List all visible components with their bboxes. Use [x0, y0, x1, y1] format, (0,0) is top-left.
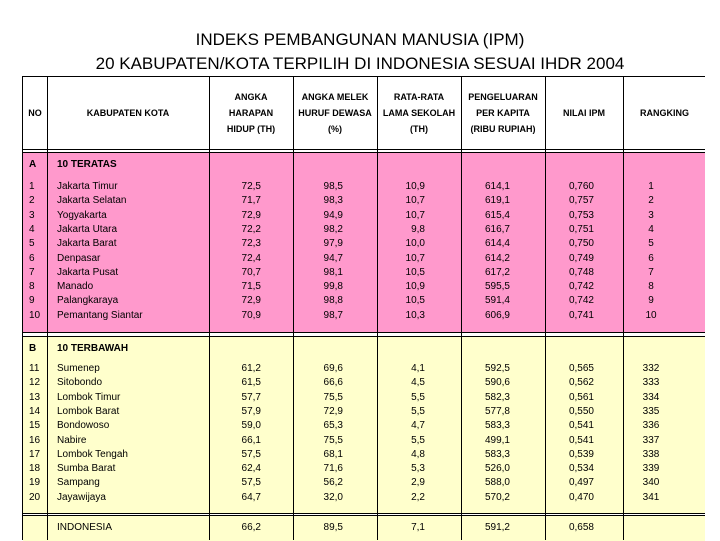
header-nilai-ipm-text: NILAI IPM [563, 108, 605, 118]
cell-ahh: 57,7 [241, 391, 261, 403]
table-row [23, 476, 705, 490]
table-row [23, 448, 705, 462]
cell-pk: 499,1 [484, 434, 510, 446]
cell-kab: Lombok Barat [57, 405, 120, 417]
cell-ahh: 57,5 [241, 448, 261, 460]
cell-ipm: 0,753 [568, 209, 594, 221]
cell-rk: 1 [648, 181, 654, 192]
cell-rls: 4,7 [411, 420, 425, 432]
cell-no: 13 [29, 391, 41, 403]
cell-kab: Nabire [57, 434, 87, 446]
cell-no: 6 [29, 252, 35, 264]
cell-rk: 337 [642, 434, 660, 446]
header-line: (%) [328, 124, 342, 134]
cell-rls: 10,5 [405, 266, 425, 278]
cell-rls: 4,1 [411, 363, 425, 374]
cell-ipm: 0,541 [568, 420, 594, 432]
header-line: PENGELUARAN [468, 92, 538, 102]
table-row [23, 209, 705, 223]
column-divider [293, 77, 294, 540]
cell-no: 5 [29, 238, 35, 250]
header-line: HIDUP (TH) [226, 124, 276, 134]
table-row [23, 309, 705, 323]
cell-kab: Sampang [57, 477, 100, 489]
cell-rk: 7 [648, 266, 654, 278]
cell-no: 1 [29, 181, 35, 192]
cell-no: 12 [29, 377, 41, 389]
section-b-label: 10 TERBAWAH [57, 343, 129, 354]
cell-amh: 66,6 [323, 377, 343, 389]
header-line: (RIBU RUPIAH) [470, 124, 536, 134]
cell-rk: 6 [648, 252, 654, 264]
table-row [23, 391, 705, 405]
cell-amh: 98,2 [323, 223, 343, 235]
header-angka-harapan-hidup [209, 77, 293, 149]
cell-amh: 98,1 [323, 266, 343, 278]
cell-ahh: 57,9 [241, 405, 261, 417]
cell-ahh: 66,1 [241, 434, 261, 446]
cell-ipm: 0,541 [568, 434, 594, 446]
cell-rls: 10,9 [405, 181, 425, 192]
cell-rk: 341 [642, 491, 660, 503]
cell-kab: Palangkaraya [57, 295, 119, 307]
table-row [23, 223, 705, 237]
cell-ahh: 61,5 [241, 377, 261, 389]
cell-rk: 338 [642, 448, 660, 460]
cell-kab: Jayawijaya [57, 491, 106, 503]
cell-ipm: 0,497 [568, 477, 594, 489]
table-header [23, 77, 705, 150]
cell-amh: 98,3 [323, 195, 343, 207]
cell-pk: 582,3 [484, 391, 510, 403]
cell-ahh: 57,5 [241, 477, 261, 489]
cell-amh: 75,5 [323, 391, 343, 403]
cell-rls: 5,3 [411, 463, 425, 475]
total-rls: 7,1 [411, 522, 425, 533]
cell-amh: 97,9 [323, 238, 343, 250]
cell-no: 4 [29, 223, 35, 235]
cell-rls: 10,3 [405, 309, 425, 321]
table-row [23, 194, 705, 208]
cell-rk: 8 [648, 281, 654, 293]
cell-amh: 68,1 [323, 448, 343, 460]
cell-rls: 4,5 [411, 377, 425, 389]
row-divider [23, 515, 705, 516]
header-line: ANGKA [234, 92, 268, 102]
cell-kab: Manado [57, 281, 94, 293]
header-rangking [623, 77, 706, 149]
cell-ipm: 0,550 [568, 405, 594, 417]
cell-no: 17 [29, 448, 41, 460]
cell-ipm: 0,751 [568, 223, 594, 235]
cell-no: 7 [29, 266, 35, 278]
cell-ipm: 0,742 [568, 295, 594, 307]
table-row [23, 252, 705, 266]
cell-amh: 65,3 [323, 420, 343, 432]
cell-ipm: 0,562 [568, 377, 594, 389]
cell-rls: 5,5 [411, 391, 425, 403]
row-divider [23, 336, 705, 337]
cell-kab: Jakarta Timur [57, 181, 118, 192]
cell-rls: 2,9 [411, 477, 425, 489]
cell-pk: 615,4 [484, 209, 510, 221]
cell-pk: 591,4 [484, 295, 510, 307]
cell-ahh: 72,3 [241, 238, 261, 250]
cell-rk: 333 [642, 377, 660, 389]
cell-rk: 3 [648, 209, 654, 221]
cell-rls: 10,5 [405, 295, 425, 307]
cell-no: 3 [29, 209, 35, 221]
cell-ahh: 71,7 [241, 195, 261, 207]
header-line: PER KAPITA [476, 108, 530, 118]
cell-ipm: 0,749 [568, 252, 594, 264]
cell-rk: 340 [642, 477, 660, 489]
cell-pk: 570,2 [484, 491, 510, 503]
cell-ahh: 72,2 [241, 223, 261, 235]
cell-rk: 4 [648, 223, 654, 235]
header-no-text: NO [28, 108, 42, 118]
header-nilai-ipm [545, 77, 623, 149]
cell-ahh: 59,0 [241, 420, 261, 432]
table-row [23, 434, 705, 448]
cell-amh: 32,0 [323, 491, 343, 503]
header-kabupaten [47, 77, 209, 149]
cell-no: 14 [29, 405, 41, 417]
section-a-code: A [29, 159, 37, 170]
cell-kab: Lombok Timur [57, 391, 121, 403]
cell-rk: 336 [642, 420, 660, 432]
table-row [23, 362, 705, 376]
total-label: INDONESIA [57, 522, 113, 533]
cell-ahh: 64,7 [241, 491, 261, 503]
cell-kab: Pemantang Siantar [57, 309, 143, 321]
cell-amh: 94,7 [323, 252, 343, 264]
cell-rk: 332 [642, 363, 660, 374]
cell-pk: 614,4 [484, 238, 510, 250]
cell-pk: 592,5 [484, 363, 510, 374]
cell-ahh: 70,9 [241, 309, 261, 321]
cell-amh: 69,6 [323, 363, 343, 374]
cell-rk: 9 [648, 295, 654, 307]
cell-ahh: 70,7 [241, 266, 261, 278]
cell-rk: 10 [645, 309, 657, 321]
cell-amh: 72,9 [323, 405, 343, 417]
table-row [23, 294, 705, 308]
cell-ipm: 0,757 [568, 195, 594, 207]
cell-no: 2 [29, 195, 35, 207]
cell-kab: Jakarta Utara [57, 223, 118, 235]
cell-kab: Sumenep [57, 363, 100, 374]
table-row [23, 419, 705, 433]
cell-pk: 583,3 [484, 420, 510, 432]
cell-rk: 339 [642, 463, 660, 475]
cell-rls: 10,0 [405, 238, 425, 250]
header-line: RATA-RATA [393, 92, 445, 102]
table-row [23, 491, 705, 505]
cell-pk: 619,1 [484, 195, 510, 207]
cell-kab: Yogyakarta [57, 209, 107, 221]
cell-no: 15 [29, 420, 41, 432]
cell-kab: Bondowoso [57, 420, 110, 432]
column-divider [377, 77, 378, 540]
column-divider [545, 77, 546, 540]
cell-pk: 590,6 [484, 377, 510, 389]
table-row [23, 280, 705, 294]
cell-ipm: 0,760 [568, 181, 594, 192]
ipm-table [22, 76, 705, 540]
cell-rls: 10,7 [405, 195, 425, 207]
cell-amh: 98,7 [323, 309, 343, 321]
cell-rls: 10,7 [405, 209, 425, 221]
cell-ahh: 62,4 [241, 463, 261, 475]
cell-amh: 75,5 [323, 434, 343, 446]
header-line: LAMA SEKOLAH [382, 108, 456, 118]
column-divider [47, 77, 48, 540]
cell-ahh: 72,4 [241, 252, 261, 264]
cell-amh: 98,8 [323, 295, 343, 307]
header-rata-lama-sekolah [377, 77, 461, 149]
cell-no: 19 [29, 477, 41, 489]
cell-amh: 71,6 [323, 463, 343, 475]
header-no [23, 77, 47, 149]
row-divider [23, 152, 705, 153]
cell-rls: 4,8 [411, 448, 425, 460]
cell-kab: Denpasar [57, 252, 101, 264]
cell-rk: 5 [648, 238, 654, 250]
table-row [23, 180, 705, 194]
cell-ahh: 72,5 [241, 181, 261, 192]
cell-kab: Sumba Barat [57, 463, 116, 475]
cell-no: 10 [29, 309, 41, 321]
cell-ipm: 0,748 [568, 266, 594, 278]
cell-amh: 56,2 [323, 477, 343, 489]
total-ipm: 0,658 [568, 522, 594, 533]
cell-rls: 2,2 [411, 491, 425, 503]
cell-no: 11 [29, 363, 40, 374]
cell-kab: Jakarta Selatan [57, 195, 127, 207]
section-a-label: 10 TERATAS [57, 159, 117, 170]
page-subtitle: 20 KABUPATEN/KOTA TERPILIH DI INDONESIA SESUAI IHDR 2004 [95, 54, 625, 73]
cell-rls: 10,7 [405, 252, 425, 264]
cell-pk: 606,9 [484, 309, 510, 321]
row-divider [23, 513, 705, 514]
total-pk: 591,2 [484, 522, 510, 533]
cell-rls: 5,5 [411, 405, 425, 417]
cell-rk: 2 [648, 195, 654, 207]
cell-kab: Sitobondo [57, 377, 103, 389]
table-row [23, 266, 705, 280]
cell-amh: 94,9 [323, 209, 343, 221]
cell-ipm: 0,565 [568, 363, 594, 374]
section-b-code: B [29, 343, 37, 354]
header-angka-melek-huruf [293, 77, 377, 149]
table-row [23, 405, 705, 419]
cell-pk: 588,0 [484, 477, 510, 489]
total-ahh: 66,2 [241, 522, 261, 533]
cell-pk: 617,2 [484, 266, 510, 278]
cell-no: 16 [29, 434, 41, 446]
cell-no: 20 [29, 491, 41, 503]
column-divider [461, 77, 462, 540]
total-amh: 89,5 [323, 522, 343, 533]
cell-rls: 10,9 [405, 281, 425, 293]
cell-pk: 614,1 [484, 181, 510, 192]
cell-rls: 5,5 [411, 434, 425, 446]
header-kabupaten-text: KABUPATEN KOTA [86, 108, 170, 118]
header-rangking-text: RANGKING [640, 108, 689, 118]
header-line: HURUF DEWASA [298, 108, 372, 118]
cell-ahh: 71,5 [241, 281, 261, 293]
cell-pk: 577,8 [484, 405, 510, 417]
cell-ahh: 61,2 [241, 363, 261, 374]
cell-no: 9 [29, 295, 35, 307]
cell-ipm: 0,741 [568, 309, 594, 321]
table-row [23, 237, 705, 251]
cell-no: 8 [29, 281, 35, 293]
cell-ipm: 0,561 [568, 391, 594, 403]
row-divider [23, 332, 705, 333]
table-row [23, 376, 705, 390]
cell-amh: 99,8 [323, 281, 343, 293]
cell-pk: 616,7 [484, 223, 510, 235]
cell-ipm: 0,470 [568, 491, 594, 503]
header-line: ANGKA MELEK [301, 92, 369, 102]
header-pengeluaran-per-kapita [461, 77, 545, 149]
cell-ipm: 0,539 [568, 448, 594, 460]
table-row [23, 462, 705, 476]
cell-rk: 335 [642, 405, 660, 417]
cell-no: 18 [29, 463, 41, 475]
header-line: HARAPAN [228, 108, 274, 118]
cell-amh: 98,5 [323, 181, 343, 192]
page-title: INDEKS PEMBANGUNAN MANUSIA (IPM) [195, 30, 525, 49]
cell-ahh: 72,9 [241, 209, 261, 221]
cell-kab: Lombok Tengah [57, 448, 128, 460]
cell-ipm: 0,750 [568, 238, 594, 250]
header-line: (TH) [410, 124, 428, 134]
cell-pk: 583,3 [484, 448, 510, 460]
cell-rk: 334 [642, 391, 660, 403]
cell-pk: 526,0 [484, 463, 510, 475]
cell-rls: 9,8 [411, 223, 425, 235]
cell-pk: 614,2 [484, 252, 510, 264]
cell-ahh: 72,9 [241, 295, 261, 307]
column-divider [209, 77, 210, 540]
total-row [23, 521, 705, 535]
cell-kab: Jakarta Barat [57, 238, 117, 250]
cell-ipm: 0,742 [568, 281, 594, 293]
column-divider [623, 77, 624, 540]
cell-pk: 595,5 [484, 281, 510, 293]
cell-kab: Jakarta Pusat [57, 266, 119, 278]
cell-ipm: 0,534 [568, 463, 594, 475]
